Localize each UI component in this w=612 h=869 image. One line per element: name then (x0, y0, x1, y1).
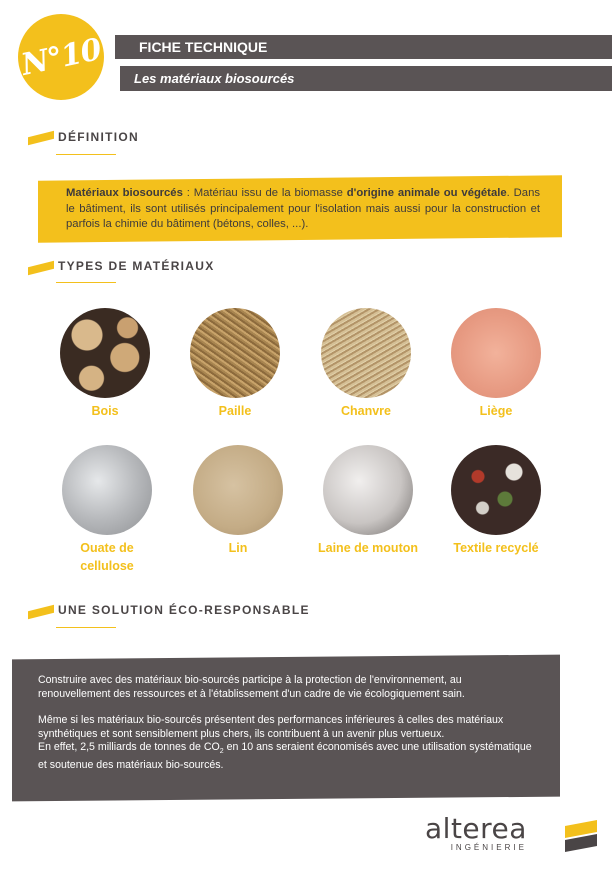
page-title: FICHE TECHNIQUE (139, 39, 268, 55)
wool-image (323, 445, 413, 535)
straw-image (190, 308, 280, 398)
material-card (441, 445, 551, 557)
header-bar (115, 35, 612, 59)
eco-paragraph: Même si les matériaux bio-sourcés présentent des performances inférieures à celles des matériaux synthétiques et sont sensiblement plus chers, ils contribuent à un avenir plus vertueux. En effet, 2,5 milliards de tonnes de $CO_2$ en 10 ans seraient économisés avec une utilisation systématique et soutenue des matériaux bio-sourcés. (38, 714, 532, 771)
material-label: Ouate de cellulose (80, 541, 134, 573)
material-card (50, 308, 160, 420)
logo-subtitle: INGÉNIERIE (450, 843, 527, 852)
material-card (313, 445, 423, 557)
eco-paragraph: Construire avec des matériaux bio-sourcés participe à la protection de l'environnement, au renouvellement des ressources et à l'établissement d'un cadre de vie écologiquement sain. (38, 674, 465, 700)
section-underline (56, 627, 116, 628)
section-underline (56, 282, 116, 283)
material-label: Laine de mouton (318, 541, 418, 555)
types-heading: TYPES DE MATÉRIAUX (58, 259, 215, 273)
logo-name: alterea (425, 812, 527, 845)
material-card (441, 308, 551, 420)
hemp-image (321, 308, 411, 398)
material-label: Paille (218, 404, 252, 418)
material-label: Bois (91, 404, 119, 418)
flax-image (193, 445, 283, 535)
cellulose-image (62, 445, 152, 535)
section-marker (28, 131, 54, 145)
wood-image (60, 308, 150, 398)
material-label: Lin (228, 541, 248, 555)
company-logo (425, 812, 527, 852)
material-card (52, 445, 162, 575)
material-card (311, 308, 421, 420)
definition-term: Matériaux biosourcés (66, 187, 183, 199)
textile-image (451, 445, 541, 535)
section-marker (28, 261, 54, 275)
issue-number: N°10 (18, 31, 104, 83)
eco-heading: UNE SOLUTION ÉCO-RESPONSABLE (58, 603, 310, 617)
subtitle-bar (120, 66, 612, 91)
material-card (183, 445, 293, 557)
material-label: Chanvre (340, 404, 392, 418)
eco-text (38, 674, 536, 772)
page-subtitle: Les matériaux biosourcés (134, 71, 295, 86)
logo-mark-icon (565, 820, 597, 852)
section-underline (56, 154, 116, 155)
section-marker (28, 605, 54, 619)
definition-text: Matériaux biosourcés : Matériau issu de la biomasse d'origine animale ou végétale. Dans le bâtiment, ils sont utilisés principalement pour l'isolation mais aussi pour la construction et parfois la chimie du bâtiment (bétons, colles, ...). (66, 187, 541, 230)
cork-image (451, 308, 541, 398)
definition-heading: DÉFINITION (58, 130, 139, 144)
material-label: Textile recyclé (453, 541, 539, 555)
material-card (180, 308, 290, 420)
material-label: Liège (479, 404, 513, 418)
